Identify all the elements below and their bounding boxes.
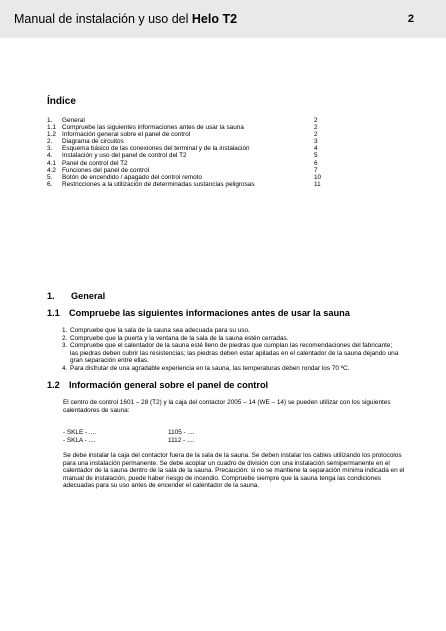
toc-entry-title: Compruebe las siguientes informaciones antes de usar la sauna bbox=[62, 124, 244, 132]
heater-model: - SKLA - .... bbox=[63, 436, 96, 444]
heater-code: 1105 - .... bbox=[168, 429, 195, 436]
toc-entry-number: 1. bbox=[47, 117, 53, 124]
toc-entry bbox=[47, 167, 337, 174]
section-1-1-heading bbox=[47, 308, 350, 318]
toc-entry-number: 4. bbox=[47, 152, 53, 160]
toc-entry-number: 5. bbox=[47, 173, 53, 181]
toc-entry-page: 10 bbox=[314, 173, 322, 181]
toc-entry-page: 2 bbox=[314, 117, 318, 124]
toc-entry-number: 4.1 bbox=[47, 159, 56, 167]
heater-model: - SKLE - .... bbox=[63, 429, 97, 436]
list-item bbox=[62, 335, 402, 343]
toc-entry-title: Información general sobre el panel de control bbox=[62, 131, 191, 139]
section-1-2-heading bbox=[47, 380, 268, 390]
toc-entry-page: 11 bbox=[314, 180, 321, 188]
toc-entry bbox=[47, 174, 337, 181]
toc-entry bbox=[47, 124, 337, 131]
toc-entry-title: Instalación y uso del panel de control del T2 bbox=[62, 152, 187, 160]
heater-models-list bbox=[63, 429, 263, 444]
list-item-number: 2. bbox=[62, 334, 68, 342]
toc-entry bbox=[47, 138, 337, 145]
section-number: 1.1 bbox=[47, 308, 60, 318]
page-number: 2 bbox=[407, 13, 414, 25]
toc-entry bbox=[47, 131, 337, 138]
toc-entry-title: Restricciones a la utilización de determinadas sustancias peligrosas bbox=[62, 180, 255, 188]
section-title: General bbox=[71, 291, 106, 301]
document-title-prefix: Manual de instalación y uso del bbox=[14, 12, 192, 26]
toc-entry-title: Botón de encendido / apagado del control remoto bbox=[62, 173, 202, 181]
toc-entry-title: Panel de control del T2 bbox=[62, 159, 128, 167]
list-item bbox=[62, 365, 402, 373]
list-item-number: 1. bbox=[62, 327, 68, 334]
toc-entry-number: 1.1 bbox=[47, 124, 56, 132]
document-title bbox=[14, 12, 237, 26]
toc-entry bbox=[47, 181, 337, 188]
list-item-text: Para disfrutar de una agradable experiencia en la sauna, las temperaturas deben rondar los 70 ºC. bbox=[70, 364, 350, 372]
page-header bbox=[0, 0, 446, 38]
intro-paragraph: El centro de control 1601 – 28 (T2) y la caja del contactor 2005 – 14 (WE – 14) se pueden utilizar con los siguientes calentadores de sauna: bbox=[63, 399, 391, 414]
toc-entry-title: Diagrama de circuitos bbox=[62, 138, 124, 146]
toc-entry-number: 4.2 bbox=[47, 166, 56, 174]
section-title: Información general sobre el panel de control bbox=[69, 380, 269, 390]
list-item-text: Compruebe que la sala de la sauna sea adecuada para su uso. bbox=[70, 327, 250, 334]
toc-entry-number: 2. bbox=[47, 138, 53, 146]
toc-entry-page: 2 bbox=[314, 131, 318, 139]
checklist bbox=[62, 327, 402, 373]
list-item-text: Compruebe que la puerta y la ventana de la sala de la sauna estén cerradas. bbox=[70, 334, 289, 342]
toc-entry-page: 5 bbox=[314, 152, 318, 160]
toc-entry-number: 6. bbox=[47, 180, 53, 188]
toc-entry bbox=[47, 152, 337, 159]
list-item bbox=[62, 327, 402, 335]
toc-entry-page: 3 bbox=[314, 138, 318, 146]
list-item-number: 3. bbox=[62, 342, 68, 350]
toc-entry bbox=[47, 117, 337, 124]
document-title-model: Helo T2 bbox=[191, 12, 238, 26]
table-of-contents bbox=[47, 117, 337, 188]
heater-model-row bbox=[63, 437, 263, 445]
list-item-number: 4. bbox=[62, 364, 68, 372]
toc-entry-page: 2 bbox=[314, 124, 318, 132]
toc-entry-number: 3. bbox=[47, 145, 53, 153]
toc-entry-title: Esquema básico de las conexiones del terminal y de la instalación bbox=[62, 145, 250, 153]
toc-entry-number: 1.2 bbox=[47, 131, 56, 139]
toc-heading: Índice bbox=[47, 96, 76, 107]
section-1-heading bbox=[47, 291, 105, 301]
toc-entry-page: 4 bbox=[314, 145, 318, 153]
installation-paragraph: Se debe instalar la caja del contactor fuera de la sala de la sauna. Se deben instalar los cables utilizando los protocolos para una instalación permanente. Se debe acoplar un cuadro de división con una instalación semipermanente en el calentador de la sauna dentro de la sala de la sauna. Precaución: si no se mantiene la separación mínima indicada en el manual de instalación, puede haber riesgo de incendio. Compruebe siempre que la sauna tenga las condiciones adecuadas para su uso antes de encender el calentador de la sauna. bbox=[63, 452, 405, 490]
section-number: 1.2 bbox=[47, 380, 60, 390]
toc-entry-page: 6 bbox=[314, 159, 318, 167]
toc-entry bbox=[47, 160, 337, 167]
toc-entry-title: Funciones del panel de control bbox=[62, 166, 150, 174]
heater-code: 1112 - .... bbox=[168, 436, 195, 444]
list-item bbox=[62, 342, 402, 365]
toc-entry-title: General bbox=[62, 117, 85, 124]
list-item-text: Compruebe que el calentador de la sauna esté lleno de piedras que cumplan las recomendaciones del fabricante; las piedras deben cubrir las resistencias; las piedras deben estar apiladas en el calentador de la sauna dejando una gran separación entre ellas. bbox=[70, 342, 399, 365]
toc-entry bbox=[47, 145, 337, 152]
toc-entry-page: 7 bbox=[314, 166, 318, 174]
heater-model-row bbox=[63, 429, 263, 437]
section-title: Compruebe las siguientes informaciones antes de usar la sauna bbox=[69, 308, 350, 318]
section-number: 1. bbox=[47, 291, 55, 301]
